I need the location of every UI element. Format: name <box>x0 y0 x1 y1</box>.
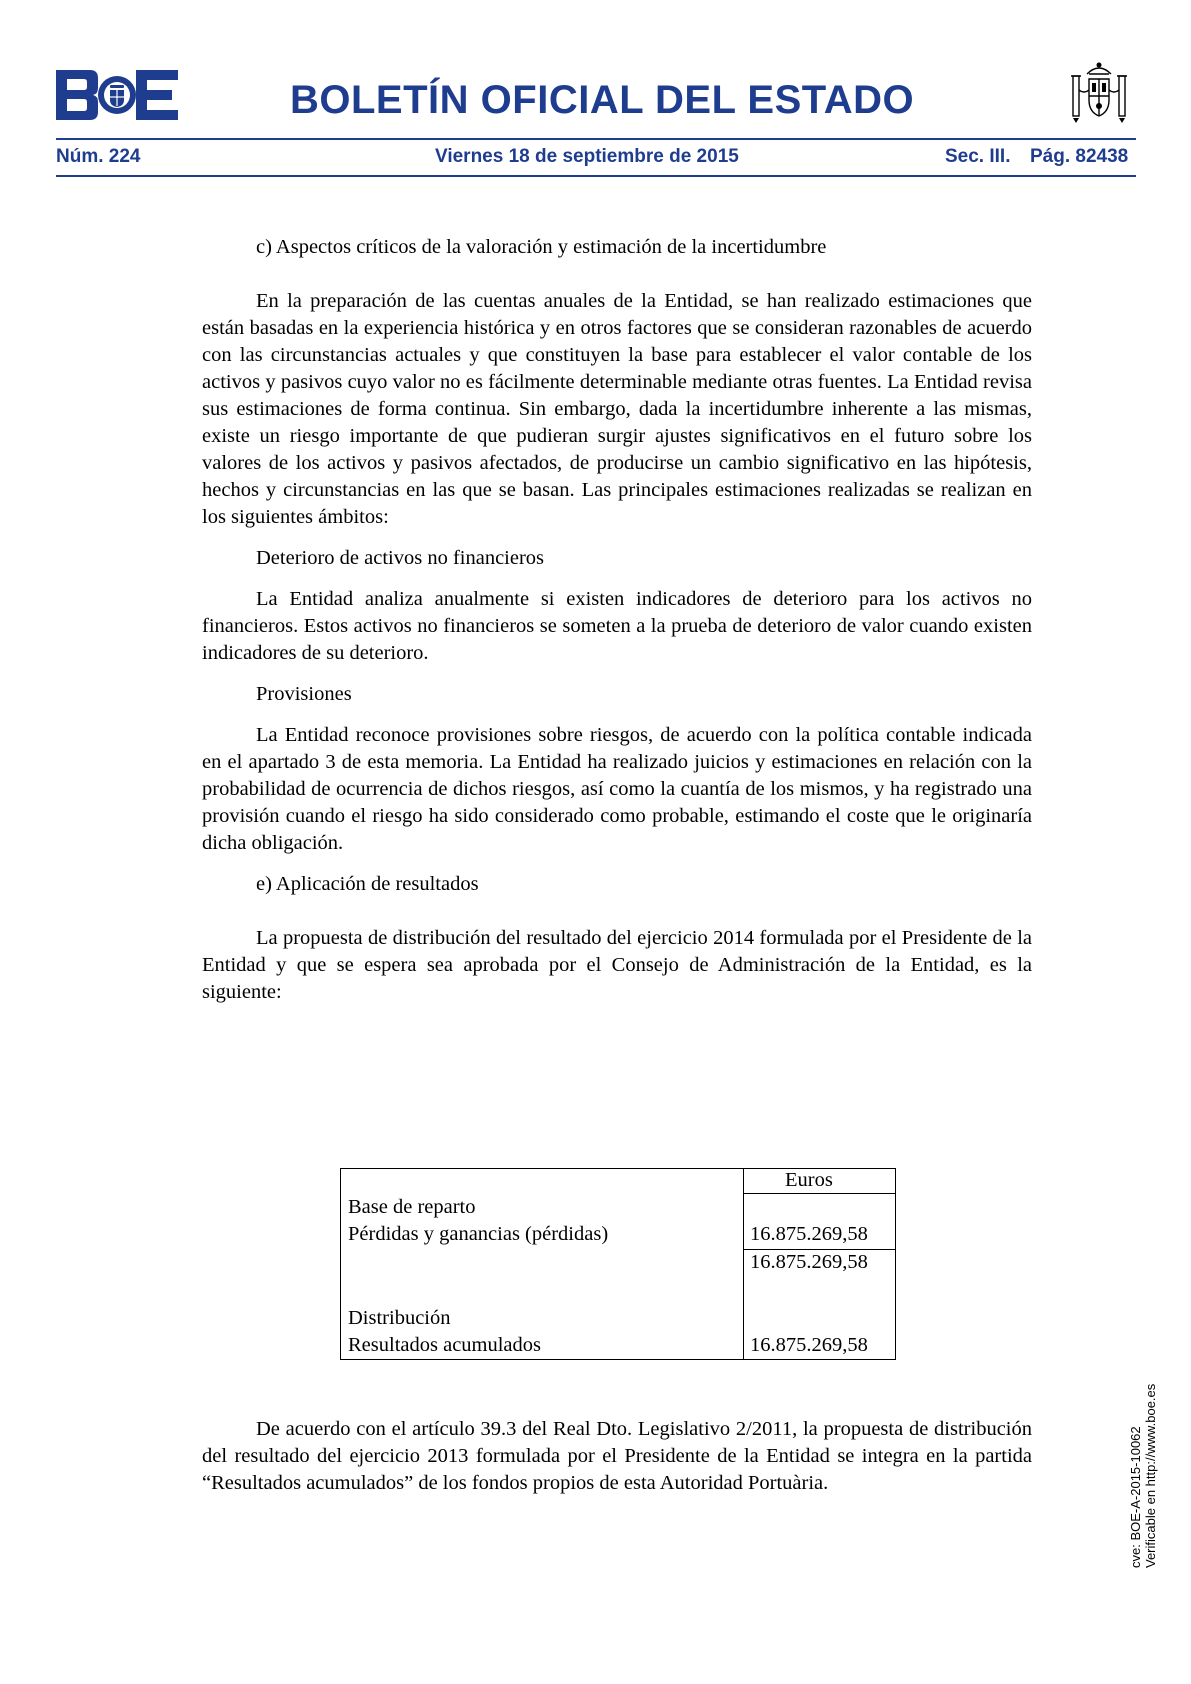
table-value-subtotal: 16.875.269,58 <box>750 1251 868 1273</box>
document-body <box>202 234 1032 1006</box>
verification-note <box>1128 1384 1158 1568</box>
page-number: Pág. 82438 <box>1030 146 1129 167</box>
table-label-pyg: Pérdidas y ganancias (pérdidas) <box>348 1223 609 1245</box>
issue-date: Viernes 18 de septiembre de 2015 <box>435 146 739 167</box>
paragraph-propuesta: La propuesta de distribución del resultado del ejercicio 2014 formulada por el Presidente de la Entidad y que se espera sea aprobada por el Consejo de Administración de la Entidad, es la siguiente: <box>202 927 1032 1003</box>
table-value-acumulados: 16.875.269,58 <box>750 1334 868 1356</box>
paragraph-deterioro: La Entidad analiza anualmente si existen indicadores de deterioro para los activos no financieros. Estos activos no financieros se someten a la prueba de deterioro de valor cuando existen indicadores de su deterioro. <box>202 588 1032 664</box>
verify-url: Verificable en http://www.boe.es <box>1143 1383 1158 1568</box>
table-label-distribucion: Distribución <box>348 1307 451 1329</box>
table-label-acumulados: Resultados acumulados <box>348 1334 542 1356</box>
subheading-provisiones: Provisiones <box>256 683 352 705</box>
distribution-table <box>340 1168 896 1360</box>
table-value-pyg: 16.875.269,58 <box>750 1223 868 1245</box>
bulletin-title: BOLETÍN OFICIAL DEL ESTADO <box>290 78 915 122</box>
table-header-euros: Euros <box>785 1169 833 1191</box>
coat-of-arms-icon <box>1070 60 1128 126</box>
header-rule-top <box>56 138 1136 140</box>
table-header-rule <box>743 1193 895 1194</box>
section-heading-e: e) Aplicación de resultados <box>256 873 479 895</box>
table-column-divider <box>743 1168 744 1360</box>
paragraph-articulo: De acuerdo con el artículo 39.3 del Real Dto. Legislativo 2/2011, la propuesta de distribución del resultado del ejercicio 2013 formulada por el Presidente de la Entidad se integra en la partida “Resultados acumulados” de los fondos propios de esta Autoridad Portuària. <box>202 1418 1032 1494</box>
section-label: Sec. III. <box>945 146 1011 167</box>
table-label-base: Base de reparto <box>348 1196 476 1218</box>
header-rule-bottom <box>56 175 1136 177</box>
boe-logo <box>56 70 178 120</box>
issue-number: Núm. 224 <box>56 146 141 167</box>
paragraph-estimaciones: En la preparación de las cuentas anuales de la Entidad, se han realizado estimaciones que están basadas en la experiencia histórica y en otros factores que se consideran razonables de acuerdo con las circunstancias actuales y que constituyen la base para establecer el valor contable de los activos y pasivos cuyo valor no es fácilmente determinable mediante otras fuentes. La Entidad revisa sus estimaciones de forma continua. Sin embargo, dada la incertidumbre inherente a las mismas, existe un riesgo importante de que pudieran surgir ajustes significativos en el futuro sobre los valores de los activos y pasivos afectados, de producirse un cambio significativo en las hipótesis, hechos y circunstancias en las que se basan. Las principales estimaciones realizadas se realizan en los siguientes ámbitos: <box>202 290 1032 528</box>
paragraph-provisiones: La Entidad reconoce provisiones sobre riesgos, de acuerdo con la política contable indicada en el apartado 3 de esta memoria. La Entidad ha realizado juicios y estimaciones en relación con la probabilidad de ocurrencia de dichos riesgos, así como la cuantía de los mismos, y ha registrado una provisión cuando el riesgo ha sido considerado como probable, estimando el coste que le originaría dicha obligación. <box>202 724 1032 854</box>
subheading-deterioro: Deterioro de activos no financieros <box>256 547 545 569</box>
section-heading-c: c) Aspectos críticos de la valoración y estimación de la incertidumbre <box>256 236 827 258</box>
document-body-closing <box>202 1416 1032 1497</box>
cve-code: cve: BOE-A-2015-10062 <box>1128 1426 1143 1568</box>
